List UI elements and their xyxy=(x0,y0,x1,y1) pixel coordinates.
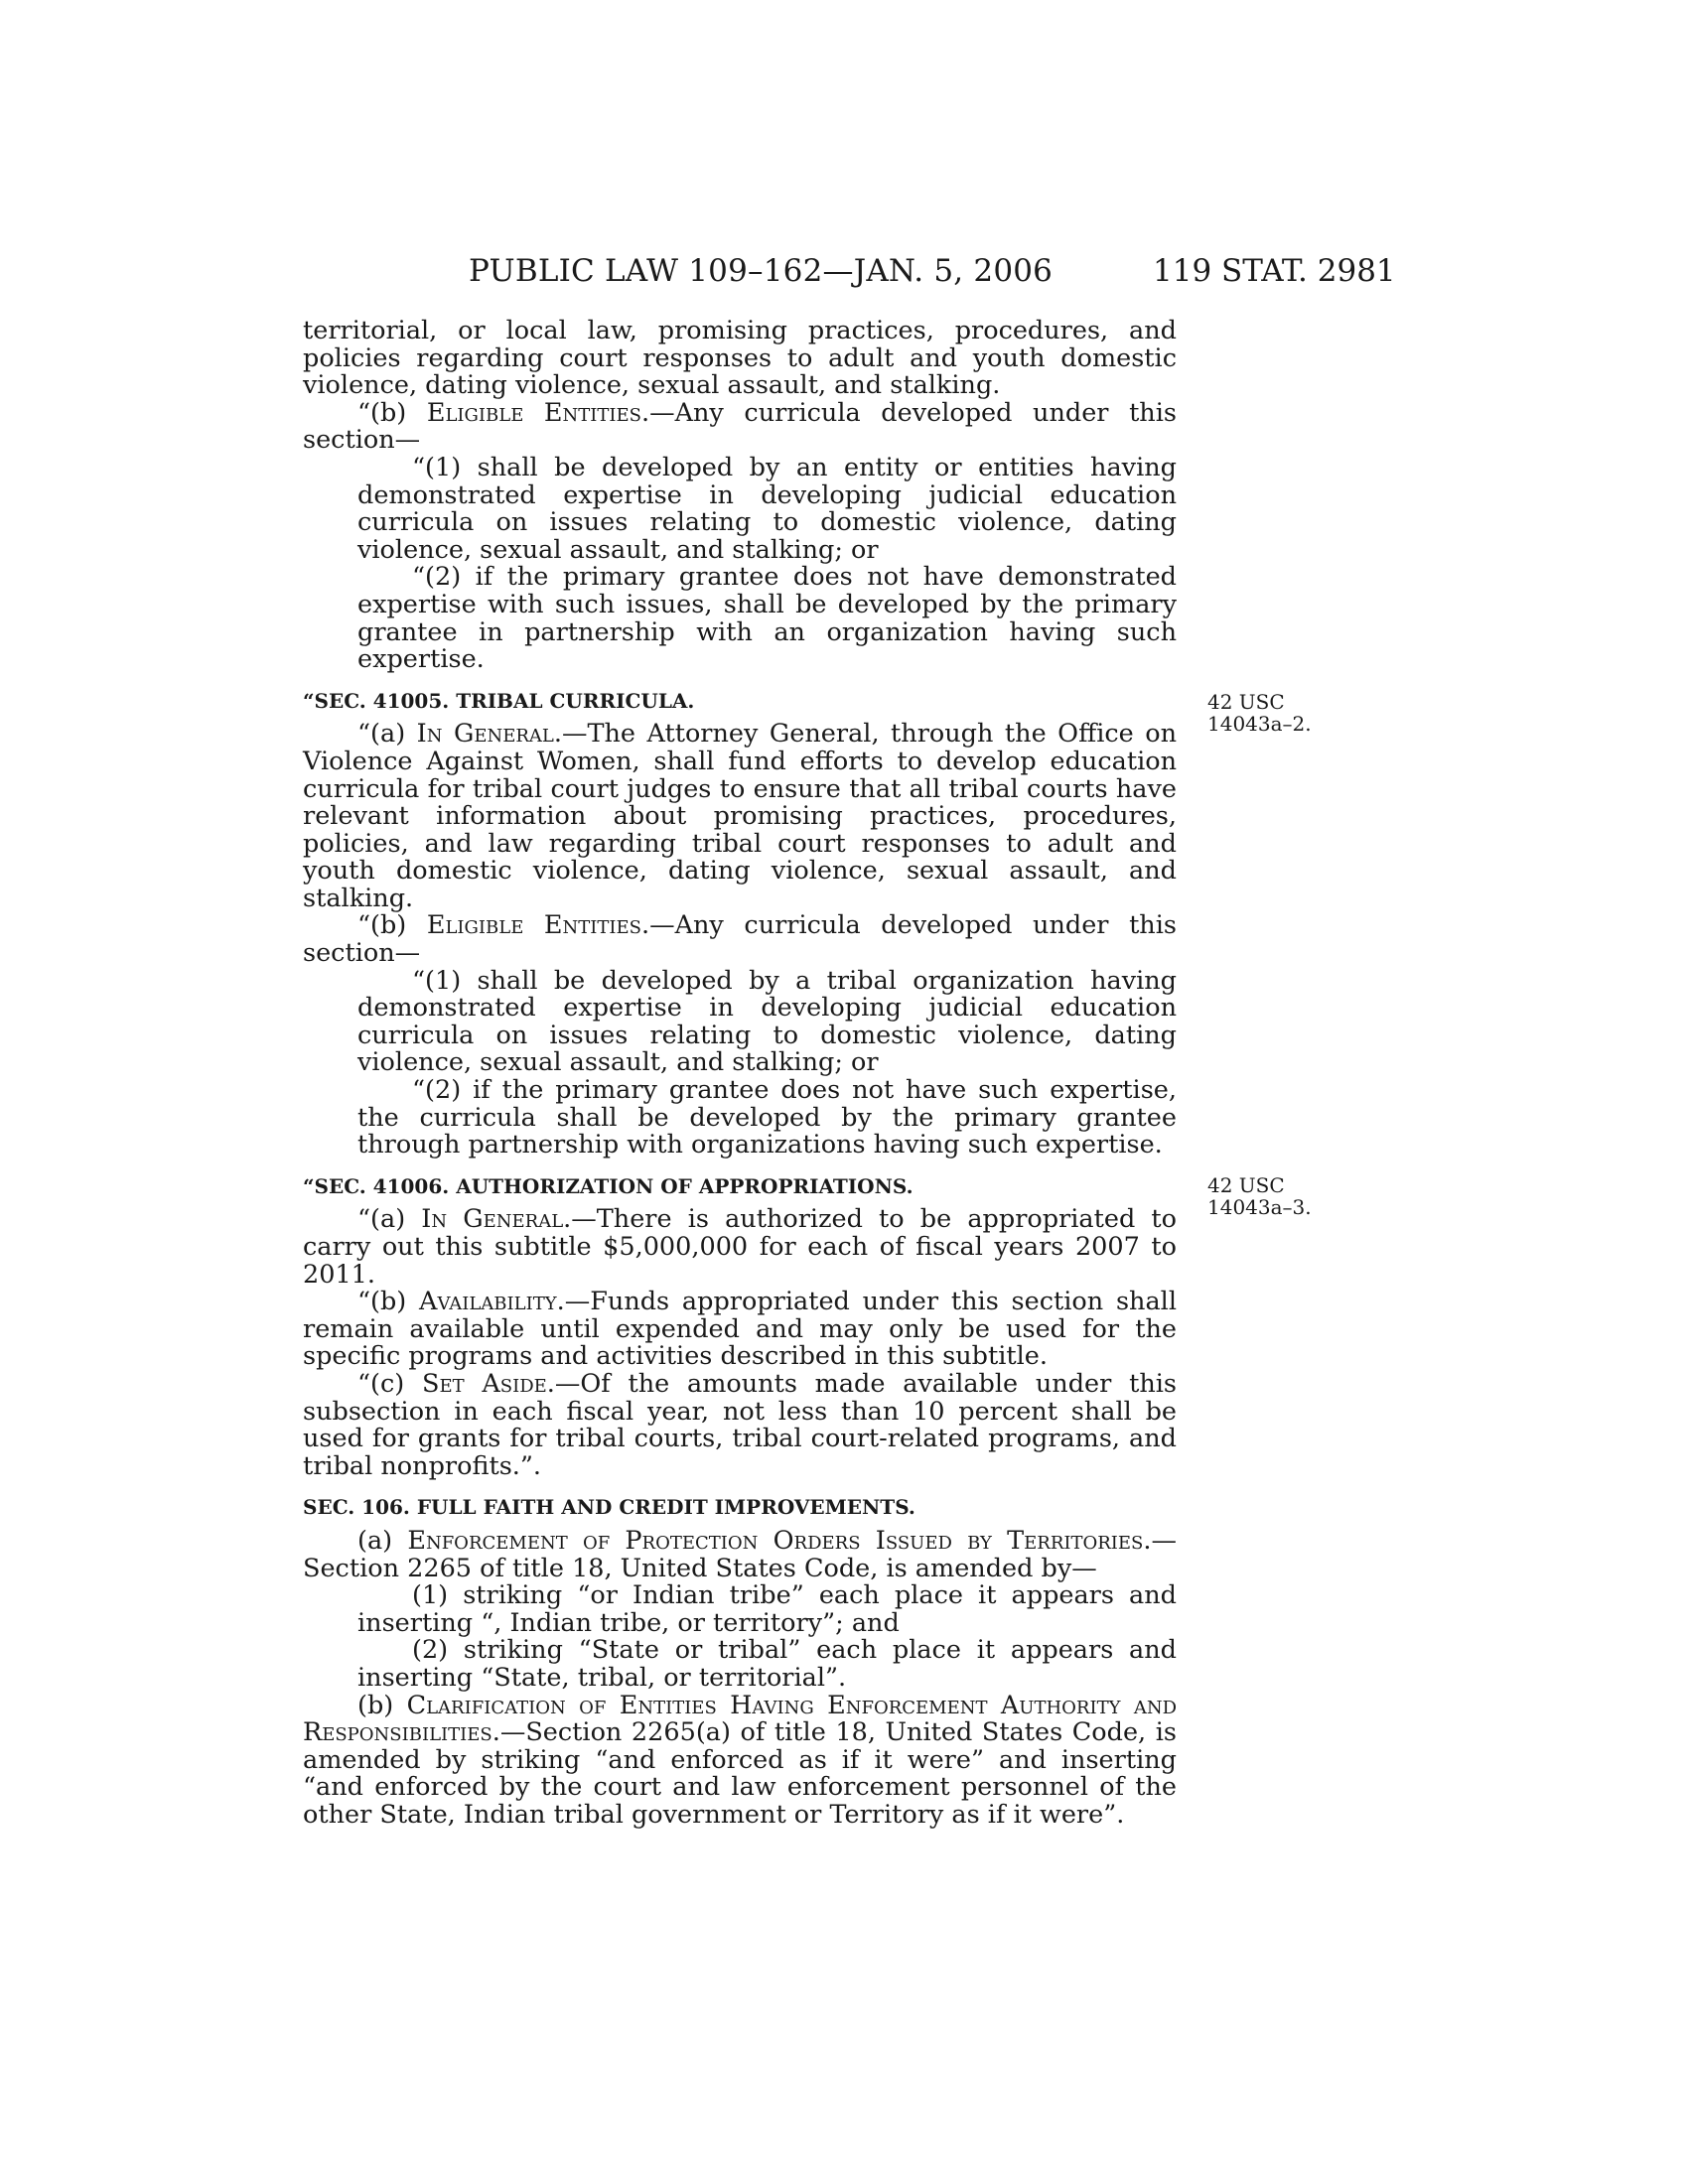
margin-note-line: 14043a–3. xyxy=(1207,1195,1312,1219)
running-head: PUBLIC LAW 109–162—JAN. 5, 2006 xyxy=(469,253,1054,289)
paragraph-text: .—Funds appropriated under this section shall remain available until expended and may only be used for the specific programs and activities described in this subtitle. xyxy=(303,1287,1177,1372)
para-marker: “(b) xyxy=(357,1287,420,1317)
paragraph xyxy=(303,721,1177,912)
paragraph xyxy=(303,1525,1177,1583)
paragraph: “(2) if the primary grantee does not have such expertise, the curricula shall be developed by the primary grantee through partnership with organizations having such expertise. xyxy=(357,1075,1177,1160)
paragraph-text: .—Any curricula developed under this section— xyxy=(303,397,1177,456)
paragraph: (1) striking “or Indian tribe” each place it appears and inserting “, Indian tribe, or territory”; and xyxy=(357,1580,1177,1638)
paragraph: “(1) shall be developed by a tribal organization having demonstrated expertise in developing judicial education curricula on issues relating to domestic violence, dating violence, sexual assault, and stalking; or xyxy=(357,965,1177,1078)
para-marker: (b) xyxy=(357,1690,407,1720)
para-marker: “(a) xyxy=(357,1204,422,1235)
margin-note-line: 14043a–2. xyxy=(1207,712,1312,736)
paragraph-text: .—The Attorney General, through the Office on Violence Against Women, shall fund efforts to develop education curricula for tribal court judges to ensure that all tribal courts have relevant information about promising practices, procedures, policies, and law regarding tribal court responses to adult and youth domestic violence, dating violence, sexual assault, and stalking. xyxy=(303,719,1177,913)
para-marker: “(a) xyxy=(357,719,417,750)
section-heading: “SEC. 41006. AUTHORIZATION OF APPROPRIATIONS. xyxy=(303,1173,914,1198)
section-heading: SEC. 106. FULL FAITH AND CREDIT IMPROVEMENTS. xyxy=(303,1495,915,1520)
section-heading: “SEC. 41005. TRIBAL CURRICULA. xyxy=(303,688,695,713)
paragraph-text: .—Of the amounts made available under this subsection in each fiscal year, not less than 10 percent shall be used for grants for tribal courts, tribal court-related programs, and tribal nonprofits.”. xyxy=(303,1368,1177,1481)
para-marker: “(b) xyxy=(357,910,427,941)
para-marker: “(c) xyxy=(357,1368,422,1399)
paragraph-text: .—Section 2265 of title 18, United States Code, is amended by— xyxy=(303,1525,1177,1583)
margin-note-line: 42 USC xyxy=(1207,690,1285,714)
paragraph xyxy=(303,1368,1177,1481)
page-header xyxy=(0,253,1688,293)
margin-note-line: 42 USC xyxy=(1207,1173,1285,1197)
paragraph-heading: Set Aside xyxy=(421,1368,547,1399)
paragraph xyxy=(303,1289,1177,1371)
paragraph xyxy=(303,1690,1178,1830)
paragraph-heading: Eligible Entities xyxy=(426,910,641,941)
paragraph-heading: In General xyxy=(416,719,554,750)
paragraph xyxy=(303,397,1177,456)
paragraph-text: .—There is authorized to be appropriated to carry out this subtitle $5,000,000 for each of fiscal years 2007 to 2011. xyxy=(303,1204,1177,1290)
paragraph-heading: In General xyxy=(421,1204,564,1235)
margin-note-usc-2 xyxy=(1207,1174,1312,1218)
document-body xyxy=(303,318,1177,1829)
paragraph: “(1) shall be developed by an entity or entities having demonstrated expertise in developing judicial education curricula on issues relating to domestic violence, dating violence, sexual assault, and stalking; or xyxy=(357,452,1177,565)
paragraph: (2) striking “State or tribal” each place it appears and inserting “State, tribal, or territorial”. xyxy=(357,1635,1177,1693)
margin-note-usc-1 xyxy=(1207,691,1312,735)
paragraph-text: .—Section 2265(a) of title 18, United States Code, is amended by striking “and enforced as if it were” and inserting “and enforced by the court and law enforcement personnel of the other State, Indian tribal government or Territory as if it were”. xyxy=(303,1717,1177,1830)
para-marker: (a) xyxy=(357,1525,408,1556)
paragraph: territorial, or local law, promising practices, procedures, and policies regarding court responses to adult and youth domestic violence, dating violence, sexual assault, and stalking. xyxy=(303,316,1177,401)
paragraph xyxy=(303,912,1177,967)
paragraph: “(2) if the primary grantee does not have demonstrated expertise with such issues, shall be developed by the primary grantee in partnership with an organization having such expertise. xyxy=(357,562,1177,675)
paragraph xyxy=(303,1206,1177,1289)
paragraph-heading: Availability xyxy=(419,1287,557,1317)
paragraph-heading: Clarification of Entities Having Enforcement Authority and Responsibilities xyxy=(303,1690,1178,1748)
para-marker: “(b) xyxy=(357,397,427,428)
paragraph-heading: Enforcement of Protection Orders Issued by Territories xyxy=(407,1525,1144,1556)
paragraph-heading: Eligible Entities xyxy=(426,397,641,428)
paragraph-text: .—Any curricula developed under this section— xyxy=(303,910,1177,969)
page-stat-number: 119 STAT. 2981 xyxy=(1153,253,1396,289)
